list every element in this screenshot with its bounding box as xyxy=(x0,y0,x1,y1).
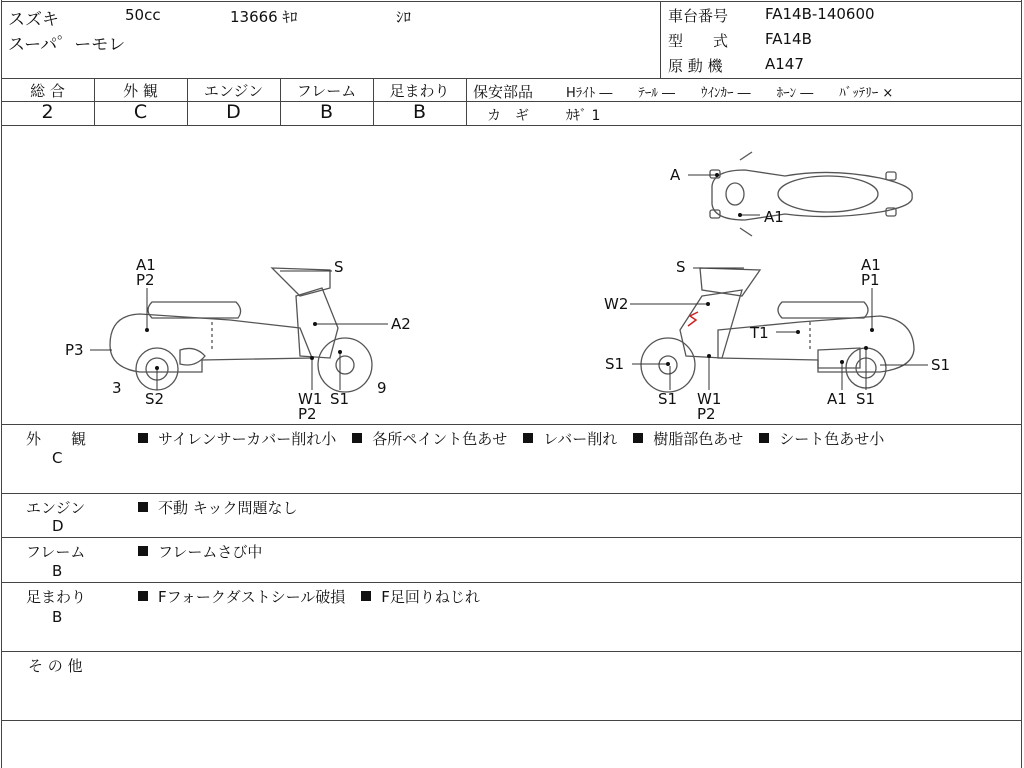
remark-item: F足回りねじれ xyxy=(381,588,480,606)
suspension-label: 足まわり xyxy=(389,82,450,100)
label-right-s1-left: S1 xyxy=(605,355,625,373)
engine-model-label: 原 動 機 xyxy=(668,57,723,75)
rule-diagram xyxy=(1,424,1022,425)
engine-label: エンジン xyxy=(203,82,264,100)
remarks-suspension-items xyxy=(138,586,496,607)
type-label: 型 式 xyxy=(668,32,729,50)
remarks-frame-label: フレーム xyxy=(26,543,86,561)
label-left-p2: P2 xyxy=(298,405,317,423)
label-right-t1: T1 xyxy=(750,324,769,342)
remark-item: 各所ペイント色あせ xyxy=(372,430,508,448)
label-right-s1-front: S1 xyxy=(658,390,678,408)
type-value: FA14B xyxy=(765,30,812,48)
header-divider xyxy=(660,1,661,78)
rule-safety xyxy=(467,101,1022,102)
remark-item: シート色あせ小 xyxy=(779,430,885,448)
label-right-p1: P1 xyxy=(861,271,880,289)
rule-exterior xyxy=(1,493,1022,494)
label-left-a1: A1 xyxy=(136,256,156,274)
maker: スズキ xyxy=(8,10,59,30)
label-right-w1: W1 xyxy=(697,390,722,408)
label-top-a1: A1 xyxy=(764,208,784,226)
rule-suspension xyxy=(1,651,1022,652)
mileage: 13666 ｷﾛ xyxy=(230,8,298,26)
scooter-diagram xyxy=(0,126,1024,424)
displacement: 50cc xyxy=(125,6,161,24)
border-top xyxy=(1,1,1022,2)
model-name: スーパ゜ーモレ xyxy=(8,35,126,55)
frame-label: フレーム xyxy=(296,82,357,100)
remark-item: サイレンサーカバー削れ小 xyxy=(158,430,337,448)
label-left-p2-top: P2 xyxy=(136,271,155,289)
diagram-leaders xyxy=(90,175,928,390)
overall-grade: 2 xyxy=(41,101,54,123)
rule-other xyxy=(1,720,1022,721)
remarks-engine-grade: D xyxy=(52,517,64,535)
rule-header xyxy=(1,78,1022,79)
engine-grade: D xyxy=(226,101,241,123)
label-top-a: A xyxy=(670,166,681,184)
suspension-grade: B xyxy=(412,101,427,123)
label-left-p3: P3 xyxy=(65,341,84,359)
engine-model: A147 xyxy=(765,55,804,73)
remark-item: フレームさび中 xyxy=(158,543,263,561)
safety-label: 保安部品 xyxy=(473,83,534,101)
body-color: ｼﾛ xyxy=(396,8,412,26)
remarks-suspension-label: 足まわり xyxy=(26,588,87,606)
label-left-9: 9 xyxy=(377,379,387,397)
remarks-exterior-items xyxy=(138,428,884,449)
label-left-s1: S1 xyxy=(330,390,350,408)
remarks-engine-items xyxy=(138,497,313,518)
rule-frame xyxy=(1,582,1022,583)
label-left-3: 3 xyxy=(112,379,122,397)
label-right-a1: A1 xyxy=(827,390,847,408)
exterior-label: 外 観 xyxy=(123,82,158,100)
grade-divider-5 xyxy=(466,78,467,125)
remarks-frame-items xyxy=(138,541,278,562)
remark-item: レバー削れ xyxy=(543,430,618,448)
remarks-suspension-grade: B xyxy=(52,608,63,626)
label-right-a1-top: A1 xyxy=(861,256,881,274)
overall-label: 総 合 xyxy=(30,82,65,100)
label-left-a2: A2 xyxy=(391,315,411,333)
remark-item: 樹脂部色あせ xyxy=(653,430,744,448)
frame-no-label: 車台番号 xyxy=(668,7,729,25)
key-value: ｶｷﾞ 1 xyxy=(566,108,601,124)
label-left-s2: S2 xyxy=(145,390,165,408)
label-right-s: S xyxy=(676,258,686,276)
remarks-frame-grade: B xyxy=(52,562,63,580)
exterior-grade: C xyxy=(133,101,148,123)
remarks-engine-label: エンジン xyxy=(26,499,86,517)
scooter-top-view xyxy=(710,152,912,236)
safety-items: Hﾗｲﾄ ― ﾃｰﾙ ― ｳｲﾝｶｰ ― ﾎｰﾝ ― ﾊﾞｯﾃﾘｰ × xyxy=(566,86,894,101)
key-label: カ ギ xyxy=(487,108,529,124)
remark-item: Fフォークダストシール破損 xyxy=(158,588,346,606)
label-right-p2: P2 xyxy=(697,405,716,423)
remark-item: 不動 キック問題なし xyxy=(158,499,298,517)
label-right-w2: W2 xyxy=(604,295,629,313)
rule-engine xyxy=(1,537,1022,538)
label-right-s1-far: S1 xyxy=(931,356,951,374)
remarks-exterior-grade: C xyxy=(52,449,63,467)
frame-no: FA14B-140600 xyxy=(765,5,875,23)
label-left-w1: W1 xyxy=(298,390,323,408)
remarks-exterior-label: 外 観 xyxy=(26,430,87,448)
label-left-s: S xyxy=(334,258,344,276)
remarks-other-label: そ の 他 xyxy=(28,657,83,675)
label-right-s1-rear: S1 xyxy=(856,390,876,408)
frame-grade: B xyxy=(319,101,334,123)
